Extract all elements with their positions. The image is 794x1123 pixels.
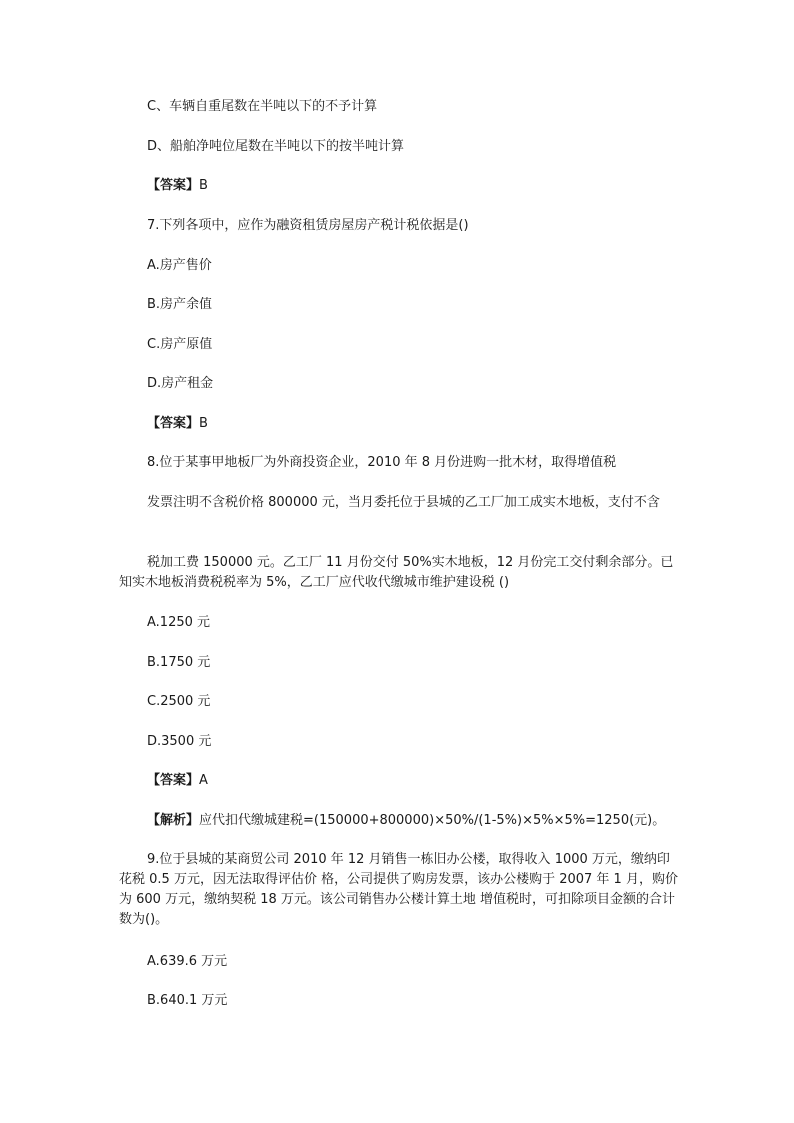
answer-label: 【答案】 [147, 773, 200, 788]
q8-stem-line1: 8.位于某事甲地板厂为外商投资企业，2010 年 8 月份进购一批木材，取得增值税 [147, 455, 617, 470]
q7-option-c: C.房产原值 [147, 337, 213, 352]
answer-value: B [199, 178, 208, 193]
q8-option-b: B.1750 元 [147, 655, 211, 670]
answer-value: B [199, 416, 208, 431]
q7-option-d: D.房产租金 [147, 376, 214, 391]
q8-option-c: C.2500 元 [147, 694, 211, 709]
answer-value: A [199, 773, 208, 788]
q7-answer [147, 414, 208, 434]
analysis-text: 应代扣代缴城建税=(150000+800000)×50%/(1-5%)×5%×5%=1250(元)。 [199, 813, 666, 828]
q9-option-a: A.639.6 万元 [147, 954, 228, 969]
q7-option-b: B.房产余值 [147, 297, 213, 312]
analysis-label: 【解析】 [147, 813, 200, 828]
q8-answer [147, 771, 208, 791]
answer-label: 【答案】 [147, 178, 200, 193]
q7-option-a: A.房产售价 [147, 258, 212, 273]
q8-stem-line3: 税加工费 150000 元。乙工厂 11 月份交付 50%实木地板，12 月份完工交付剩余部分。已知实木地板消费税税率为 5%，乙工厂应代收代缴城市维护建设税 () [119, 555, 674, 590]
q8-stem-line2: 发票注明不含税价格 800000 元，当月委托位于县城的乙工厂加工成实木地板，支付不含 [147, 495, 660, 510]
q7-stem: 7.下列各项中，应作为融资租赁房屋房产税计税依据是() [147, 218, 469, 233]
q9-stem: 9.位于县城的某商贸公司 2010 年 12 月销售一栋旧办公楼，取得收入 1000 万元，缴纳印花税 0.5 万元，因无法取得评估价 格，公司提供了购房发票，该办公楼购于 2007 年 1 月，购价为 600 万元，缴纳契税 18 万元。该公司销售办公楼计算土地 增值税时，可扣除项目金额的合计数为()。 [119, 852, 678, 927]
q8-analysis [147, 811, 665, 831]
q6-answer [147, 176, 208, 196]
q8-option-d: D.3500 元 [147, 734, 212, 749]
q6-option-d: D、船舶净吨位尾数在半吨以下的按半吨计算 [147, 139, 405, 154]
q9-option-b: B.640.1 万元 [147, 993, 228, 1008]
answer-label: 【答案】 [147, 416, 200, 431]
q6-option-c: C、车辆自重尾数在半吨以下的不予计算 [147, 99, 378, 114]
q8-option-a: A.1250 元 [147, 615, 211, 630]
